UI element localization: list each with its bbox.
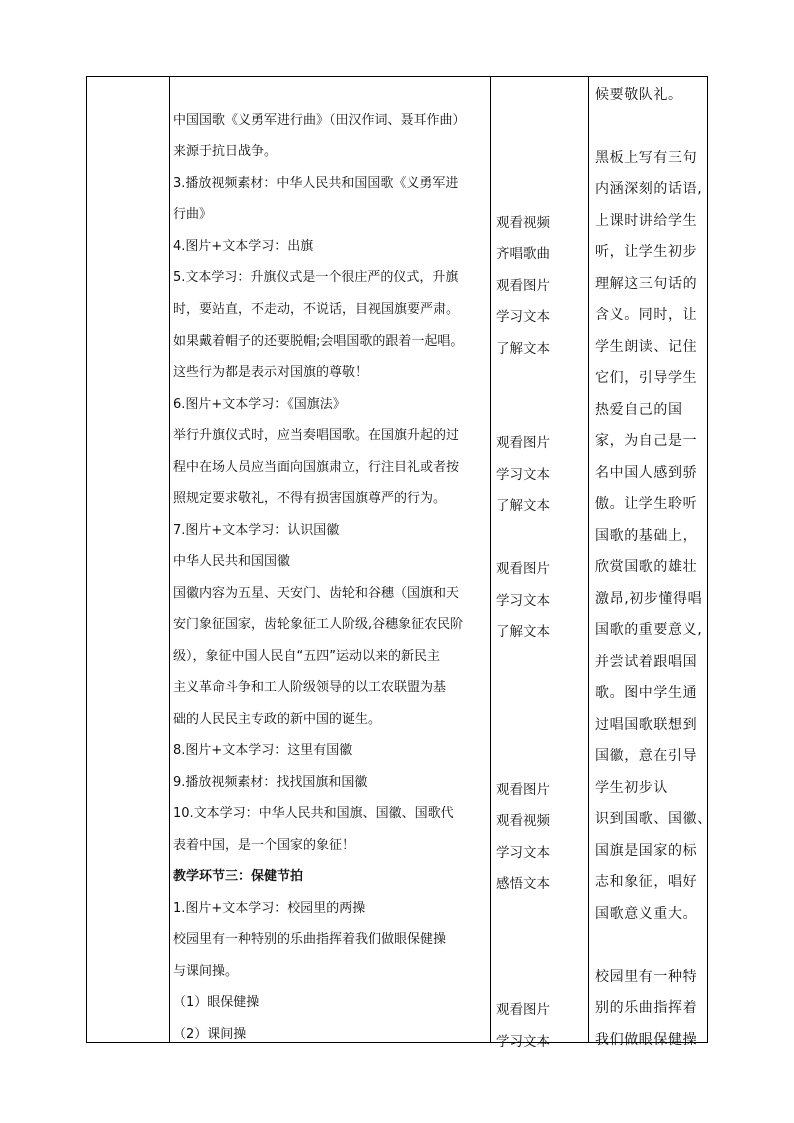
intent-line: 国歌意义重大。 bbox=[595, 906, 698, 922]
intent-line: 校园里有一种特 bbox=[595, 969, 698, 985]
content-line: 级），象征中国人民自“五四”运动以来的新民主 bbox=[173, 649, 440, 664]
column-divider bbox=[169, 77, 170, 1042]
intent-line: 我们做眼保健操 bbox=[595, 1032, 698, 1048]
activity-line: 齐唱歌曲 bbox=[496, 246, 550, 262]
activity-line: 了解文本 bbox=[496, 624, 550, 640]
intent-line: 识到国歌、国徽、 bbox=[595, 811, 712, 827]
content-line: 7.图片+文本学习：认识国徽 bbox=[173, 523, 340, 538]
activity-line: 观看图片 bbox=[496, 561, 550, 577]
intent-line: 别的乐曲指挥着 bbox=[595, 1000, 698, 1016]
intent-line: 并尝试着跟唱国 bbox=[595, 654, 698, 670]
activity-line: 学习文本 bbox=[496, 845, 550, 861]
activity-line: 观看图片 bbox=[496, 782, 550, 798]
content-line: 8.图片+文本学习：这里有国徽 bbox=[173, 743, 353, 758]
activity-line: 了解文本 bbox=[496, 498, 550, 514]
activity-line: 观看图片 bbox=[496, 435, 550, 451]
intent-line: 欣赏国歌的雄壮 bbox=[595, 559, 698, 575]
column-divider bbox=[588, 77, 589, 1042]
content-line: 照规定要求敬礼，不得有损害国旗尊严的行为。 bbox=[173, 491, 447, 506]
content-line: 与课间操。 bbox=[173, 964, 239, 979]
content-line: 中华人民共和国国徽 bbox=[173, 554, 291, 569]
activity-line: 观看视频 bbox=[496, 215, 550, 231]
intent-line: 学生朗读、记住 bbox=[595, 339, 698, 355]
intent-line: 名中国人感到骄 bbox=[595, 465, 698, 481]
content-line: （1）眼保健操 bbox=[173, 995, 260, 1010]
activity-line: 学习文本 bbox=[496, 309, 550, 325]
intent-line: 含义。同时，让 bbox=[595, 307, 698, 323]
intent-line: 国歌的基础上， bbox=[595, 528, 698, 544]
content-line: 础的人民民主专政的新中国的诞生。 bbox=[173, 712, 382, 727]
content-line: 国徽内容为五星、天安门、齿轮和谷穗（国旗和天 bbox=[173, 586, 460, 601]
intent-line: 内涵深刻的话语, bbox=[595, 181, 703, 197]
intent-line: 上课时讲给学生 bbox=[595, 213, 698, 229]
intent-line: 过唱国歌联想到 bbox=[595, 717, 698, 733]
content-line: 教学环节三：保健节拍 bbox=[173, 869, 304, 884]
activity-line: 观看图片 bbox=[496, 1002, 550, 1018]
content-line: 时，要站直，不走动，不说话，目视国旗要严肃。 bbox=[173, 302, 460, 317]
activity-line: 感悟文本 bbox=[496, 876, 550, 892]
content-line: 中国国歌《义勇军进行曲》（田汉作词、聂耳作曲） bbox=[173, 113, 466, 128]
content-line: 6.图片+文本学习：《国旗法》 bbox=[173, 397, 346, 412]
content-line: 3.播放视频素材：中华人民共和国国歌《义勇军进 bbox=[173, 176, 459, 191]
content-line: 主义革命斗争和工人阶级领导的以工农联盟为基 bbox=[173, 680, 447, 695]
activity-line: 观看图片 bbox=[496, 278, 550, 294]
intent-line: 听，让学生初步 bbox=[595, 244, 698, 260]
content-line: 5.文本学习：升旗仪式是一个很庄严的仪式，升旗 bbox=[173, 270, 459, 285]
content-line: 校园里有一种特别的乐曲指挥着我们做眼保健操 bbox=[173, 932, 447, 947]
content-line: 这些行为都是表示对国旗的尊敬！ bbox=[173, 365, 369, 380]
content-line: 来源于抗日战争。 bbox=[173, 144, 278, 159]
intent-line: 理解这三句话的 bbox=[595, 276, 698, 292]
intent-line: 家，为自己是一 bbox=[595, 433, 698, 449]
intent-line: 热爱自己的国 bbox=[595, 402, 683, 418]
activity-line: 了解文本 bbox=[496, 341, 550, 357]
content-line: 举行升旗仪式时，应当奏唱国歌。在国旗升起的过 bbox=[173, 428, 460, 443]
content-line: 9.播放视频素材：找找国旗和国徽 bbox=[173, 775, 368, 790]
content-line: 行曲》 bbox=[173, 207, 213, 222]
activity-line: 学习文本 bbox=[496, 1034, 550, 1050]
intent-line: 志和象征，唱好 bbox=[595, 874, 698, 890]
intent-line: 歌。图中学生通 bbox=[595, 685, 698, 701]
intent-line: 激昂,初步懂得唱 bbox=[595, 591, 703, 607]
content-line: 1.图片+文本学习：校园里的两操 bbox=[173, 901, 366, 916]
intent-line: 它们，引导学生 bbox=[595, 370, 698, 386]
content-line: 程中在场人员应当面向国旗肃立，行注目礼或者按 bbox=[173, 460, 460, 475]
content-line: （2）课间操 bbox=[173, 1027, 247, 1042]
content-line: 安门象征国家，齿轮象征工人阶级,谷穗象征农民阶 bbox=[173, 617, 464, 632]
column-divider bbox=[490, 77, 491, 1042]
activity-line: 学习文本 bbox=[496, 593, 550, 609]
intent-line: 国歌的重要意义, bbox=[595, 622, 703, 638]
intent-line: 黑板上写有三句 bbox=[595, 150, 698, 166]
intent-line: 国徽，意在引导 bbox=[595, 748, 698, 764]
intent-line: 国旗是国家的标 bbox=[595, 843, 698, 859]
intent-line: 学生初步认 bbox=[595, 780, 668, 796]
activity-line: 学习文本 bbox=[496, 467, 550, 483]
intent-line: 候要敬队礼。 bbox=[595, 87, 683, 103]
intent-line: 傲。让学生聆听 bbox=[595, 496, 698, 512]
content-line: 4.图片+文本学习：出旗 bbox=[173, 239, 314, 254]
content-line: 10.文本学习：中华人民共和国旗、国徽、国歌代 bbox=[173, 806, 454, 821]
activity-line: 观看视频 bbox=[496, 813, 550, 829]
content-line: 表着中国，是一个国家的象征！ bbox=[173, 838, 356, 853]
content-line: 如果戴着帽子的还要脱帽;会唱国歌的跟着一起唱。 bbox=[173, 334, 464, 349]
